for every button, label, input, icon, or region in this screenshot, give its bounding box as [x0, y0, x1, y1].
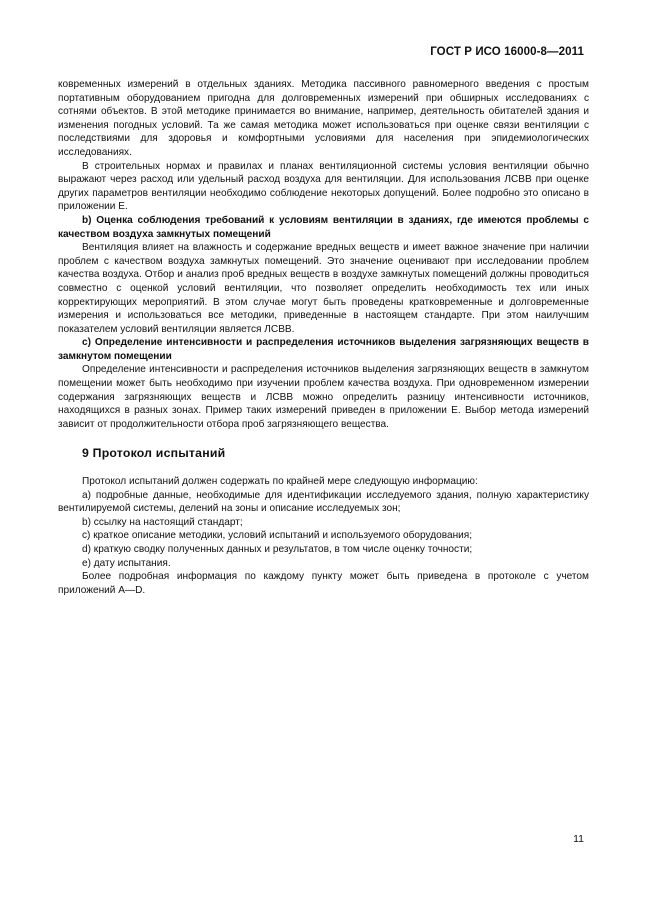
paragraph-building-norms: В строительных нормах и правилах и планах вентиляционной системы условия вентиляции обычно выражают через расход или удельный расход воздуха для вентиляции. Для использования ЛСВВ при оценке других параметров вентиляции необходимо соблюдение некоторых допущений. Более подробно это описано в приложении Е.	[58, 160, 589, 213]
heading-item-c: с) Определение интенсивности и распределения источников выделения загрязняющих веществ в замкнутом помещении	[58, 337, 589, 362]
page-number: 11	[573, 833, 584, 845]
report-item-e: е) дату испытания.	[82, 557, 171, 569]
report-intro: Протокол испытаний должен содержать по крайней мере следующую информацию:	[82, 476, 478, 488]
report-item-c: с) краткое описание методики, условий испытаний и используемого оборудования;	[82, 530, 473, 542]
report-closing: Более подробная информация по каждому пункту может быть приведена в протоколе с учетом приложений А—D.	[58, 571, 589, 596]
paragraph-ventilation-influence: Вентиляция влияет на влажность и содержание вредных веществ и имеет важное значение при наличии проблем с качеством воздуха замкнутых помещений. Это значение оценивают при исследовании проблем качества воздуха. Отбор и анализ проб вредных веществ в воздухе замкнутых помещений должны проводиться совместно с оценкой условий вентиляции, что позволяет определить необходимость тех или иных корректирующих мероприятий. В этом случае могут быть проведены кратковременные и долговременные измерения и использоваться все методики, приведенные в настоящем стандарте. При этом наилучшим показателем условий вентиляции является ЛСВВ.	[58, 242, 589, 335]
report-item-b: b) ссылку на настоящий стандарт;	[82, 516, 243, 528]
report-item-a: а) подробные данные, необходимые для идентификации исследуемого здания, полную характеристику вентилируемой системы, делений на зоны и описание исследуемых зон;	[58, 489, 589, 515]
heading-item-b: b) Оценка соблюдения требований к условиям вентиляции в зданиях, где имеются проблемы с качеством воздуха замкнутых помещений	[58, 214, 589, 240]
report-item-d: d) краткую сводку полученных данных и результатов, в том числе оценку точности;	[82, 544, 473, 555]
paragraph-continuation: ковременных измерений в отдельных зданиях. Методика пассивного равномерного введения с простым портативным оборудованием пригодна для долговременных измерений при обширных исследованиях с сотнями объектов. В этой методике принимается во внимание, например, деятельность обитателей здания и изменения погодных условий. Та же самая методика может использоваться при оценке связи вентиляции с последствиями для здоровья и комфортными условиями для населения при эпидемиологических исследованиях.	[58, 79, 589, 158]
document-header: ГОСТ Р ИСО 16000-8—2011	[430, 46, 584, 58]
document-body	[58, 78, 589, 597]
section-title-test-report: 9 Протокол испытаний	[82, 446, 226, 461]
paragraph-source-intensity: Определение интенсивности и распределения источников выделения загрязняющих веществ в замкнутом помещении может быть необходимо при изучении проблем качества воздуха. При одновременном измерении содержания загрязняющих веществ и ЛСВВ можно определить разницу интенсивности источников, находящихся в разных зонах. Пример таких измерений приведен в приложении Е. Выбор метода измерений зависит от продолжительности отбора проб загрязняющего вещества.	[58, 364, 589, 430]
